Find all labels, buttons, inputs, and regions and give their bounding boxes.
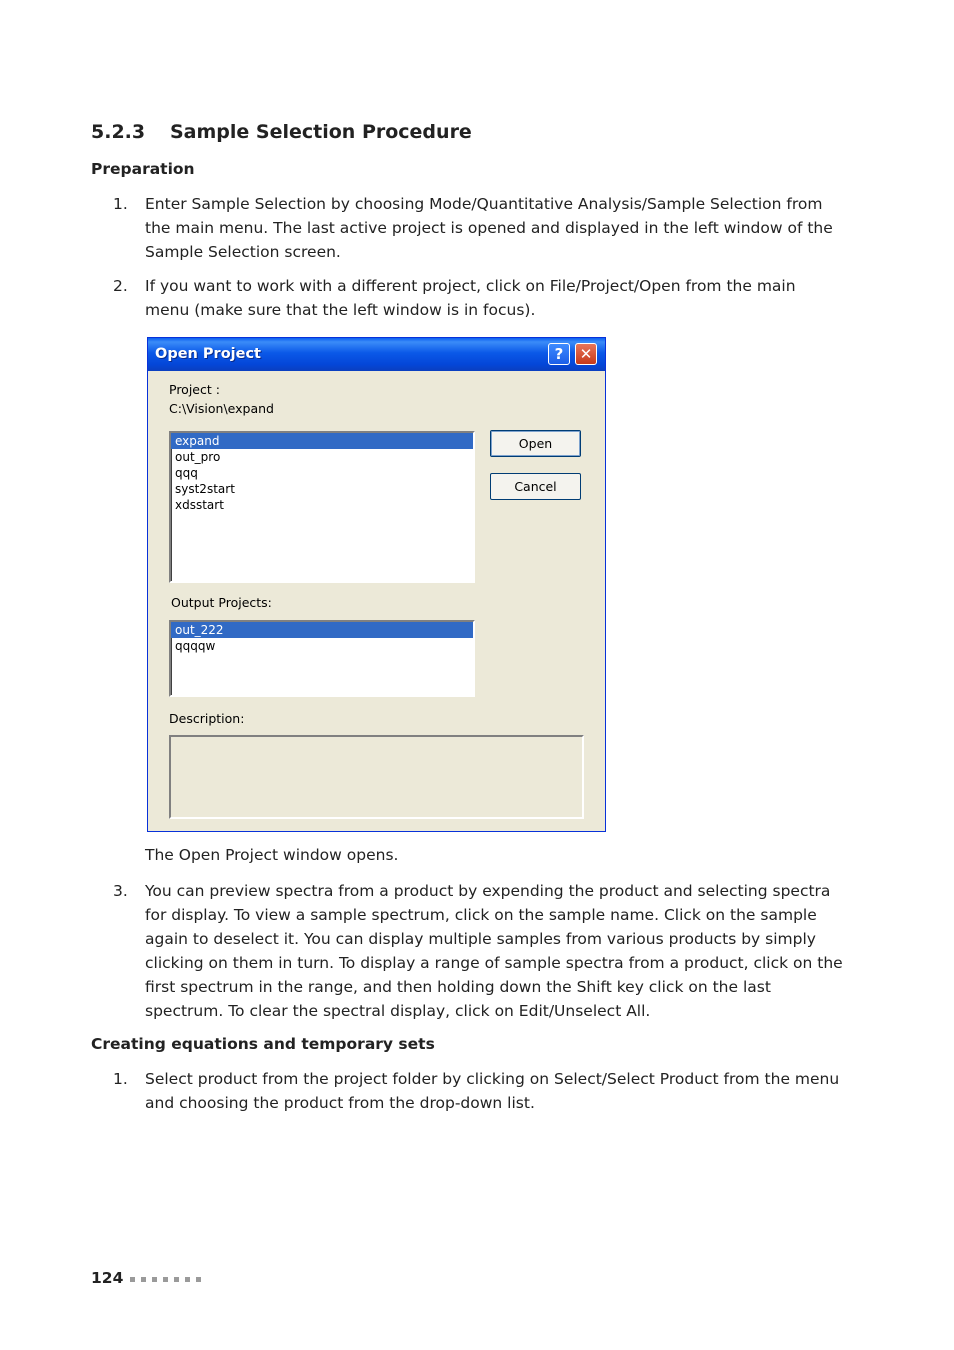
dialog-caption: The Open Project window opens. bbox=[145, 846, 399, 864]
section-number: 5.2.3 bbox=[91, 121, 146, 143]
description-label: Description: bbox=[169, 711, 245, 726]
cancel-button[interactable]: Cancel bbox=[490, 473, 581, 500]
creating-step-1 bbox=[113, 1067, 843, 1115]
project-listbox[interactable] bbox=[169, 431, 475, 583]
list-item[interactable]: xdsstart bbox=[175, 498, 224, 512]
footer-dots bbox=[130, 1277, 207, 1282]
dialog-titlebar[interactable] bbox=[148, 338, 605, 371]
description-field[interactable] bbox=[169, 735, 584, 819]
open-button[interactable]: Open bbox=[490, 430, 581, 457]
footer-dot bbox=[196, 1277, 201, 1282]
list-item[interactable]: expand bbox=[171, 433, 473, 449]
list-item[interactable]: qqqqw bbox=[175, 639, 216, 653]
creating-heading: Creating equations and temporary sets bbox=[91, 1035, 435, 1053]
footer-dot bbox=[130, 1277, 135, 1282]
list-item[interactable]: qqq bbox=[175, 466, 198, 480]
section-title: Sample Selection Procedure bbox=[170, 121, 472, 143]
list-item[interactable]: out_pro bbox=[175, 450, 221, 464]
dialog-title: Open Project bbox=[155, 346, 261, 362]
preparation-heading: Preparation bbox=[91, 160, 195, 178]
footer-dot bbox=[174, 1277, 179, 1282]
step-text: You can preview spectra from a product by expending the product and selecting spectra for display. To view a sample spectrum, click on the sample name. Click on the sample again to deselect it. You can display multiple samples from various products by simply clicking on them in turn. To display a range of sample spectra from a product, click on the first spectrum in the range, and then holding down the Shift key click on the last spectrum. To clear the spectral display, click on Edit/Unselect All. bbox=[145, 882, 843, 1020]
preparation-step-3 bbox=[113, 879, 843, 1023]
list-item[interactable]: out_222 bbox=[171, 622, 473, 638]
step-text: Select product from the project folder by clicking on Select/Select Product from the menu and choosing the product from the drop-down list. bbox=[145, 1070, 840, 1112]
project-label: Project : bbox=[169, 382, 220, 397]
page-number: 124 bbox=[91, 1269, 124, 1287]
preparation-step-1 bbox=[113, 192, 843, 264]
output-projects-listbox[interactable] bbox=[169, 620, 475, 697]
step-number: 3. bbox=[113, 882, 128, 900]
footer-dot bbox=[185, 1277, 190, 1282]
preparation-step-2 bbox=[113, 274, 843, 322]
step-number: 2. bbox=[113, 277, 128, 295]
close-icon[interactable]: ✕ bbox=[575, 343, 597, 365]
list-item[interactable]: syst2start bbox=[175, 482, 235, 496]
output-projects-label: Output Projects: bbox=[171, 595, 272, 610]
step-text: If you want to work with a different project, click on File/Project/Open from the main menu (make sure that the left window is in focus). bbox=[145, 277, 796, 319]
footer-dot bbox=[141, 1277, 146, 1282]
step-number: 1. bbox=[113, 1070, 128, 1088]
help-icon[interactable]: ? bbox=[548, 343, 570, 365]
step-number: 1. bbox=[113, 195, 128, 213]
open-project-dialog bbox=[147, 337, 606, 832]
section-heading bbox=[91, 121, 472, 143]
step-text: Enter Sample Selection by choosing Mode/Quantitative Analysis/Sample Selection from the main menu. The last active project is opened and displayed in the left window of the Sample Selection screen. bbox=[145, 195, 833, 261]
footer-dot bbox=[163, 1277, 168, 1282]
project-path: C:\Vision\expand bbox=[169, 401, 274, 416]
footer-dot bbox=[152, 1277, 157, 1282]
